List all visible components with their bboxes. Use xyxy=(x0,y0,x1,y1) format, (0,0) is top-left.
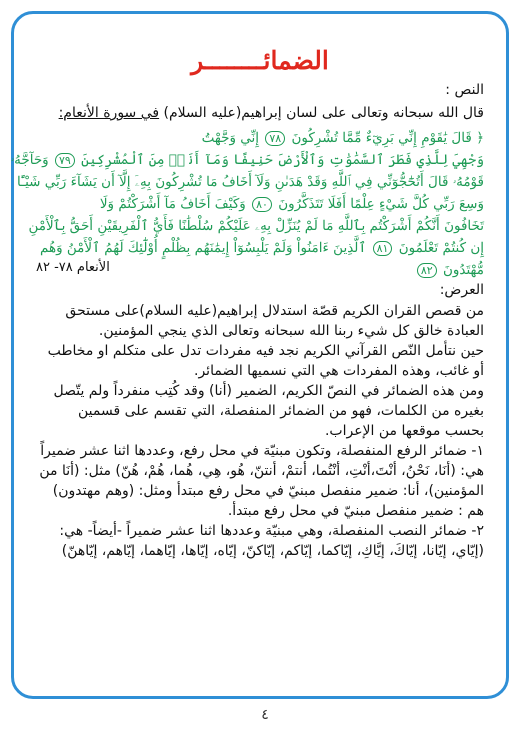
aya-number: ٧٩ xyxy=(55,153,75,168)
paragraph: من قصص القران الكريم قصّة استدلال إبراهيم(عليه السلام)على مستحق العبادة خالق كل شيء ربنا الله سبحانه وتعالى الذي ينجي المؤمنين. xyxy=(65,303,484,339)
paragraph: ومن هذه الضمائر في النصّ الكريم، الضمير (أنا) وقد كُتِب منفرداً ولم يتّصل بغيره من الكلمات، فهو من الضمائر المنفصلة، التي تقسم على قسمين بحسب موقعها من الإعراب. xyxy=(53,383,484,439)
paragraph: ١- ضمائر الرفع المنفصلة، وتكون مبنيّة في محل رفع، وعددها اثنا عشر ضميراً هي: (أنَا، نَحْنُ، أنْتَ،أنْتِ، أنْتُما، أنتمْ، أنتنّ، هُو، هِي، هُما، هُمْ، هُنّ) مثل: (أنَا من المؤمنين)، أنا: ضمير منفصل مبنيّ في محل رفع مبتدأ ومثل: (وهم مهتدون) هم : ضمير منفصل مبنيّ في محل رفع مبتدأ. xyxy=(39,443,484,519)
verse-line: قَوْمُهُۥ قَالَ أَتُحَٰٓجُّوٓنِّي فِي ٱللَّهِ وَقَدْ هَدَىٰنِ وَلَآ أَخَافُ مَا تُشْرِكُونَ بِهِۦٓ إِلَّآ أَن يَشَآءَ رَبِّي شَيْـًٔا xyxy=(17,174,484,190)
aya-number: ٧٨ xyxy=(265,131,285,146)
intro-prefix: قال الله سبحانه وتعالى على لسان إبراهيم(عليه السلام) xyxy=(159,105,484,121)
aya-number: ٨١ xyxy=(373,241,393,256)
verse-line: مُّهْتَدُونَ ٨٢ xyxy=(36,259,484,281)
intro-surah-reference: في سورة الأنعام: xyxy=(58,105,160,121)
aya-number: ٨٠ xyxy=(252,197,272,212)
verse-line: وَجْهِيَ لِلَّذِي فَطَرَ ٱلسَّمَٰوَٰتِ وَٱلْأَرْضَ حَنِيفًا وَمَآ أَنَا۠ مِنَ ٱلْمُشْرِكِينَ ٧٩ وَحَآجَّهُۥ xyxy=(10,152,484,168)
aya-number: ٨٢ xyxy=(417,263,437,278)
page-number: ٤ xyxy=(261,707,269,723)
page-title: الضمائــــــــر xyxy=(191,46,329,75)
paragraph: ٢- ضمائر النصب المنفصلة، وهي مبنيّة وعددها اثنا عشر ضميراً -أيضاً- هي:(إيّاي، إيّانا، إيّاكَ، إيَّاكِ، إيّاكما، إيّاكم، إيّاكنّ، إيّاه، إيّاها، إيّاهما، إيّاهم، إيّاهنّ) xyxy=(59,523,484,559)
verse-reference: الأنعام ٧٨- ٨٢ xyxy=(36,260,110,275)
text-label: النص : xyxy=(445,82,484,98)
page-content xyxy=(10,14,484,696)
verse-line: إِن كُنتُمْ تَعْلَمُونَ ٨١ ٱلَّذِينَ ءَامَنُواْ وَلَمْ يَلْبِسُوٓاْ إِيمَٰنَهُم بِظُلْمٍ أُوْلَٰٓئِكَ لَهُمُ ٱلْأَمْنُ وَهُم xyxy=(39,240,484,256)
body-text xyxy=(36,301,484,561)
verse-line: وَسِعَ رَبِّي كُلَّ شَيْءٍ عِلْمًا أَفَلَا تَتَذَكَّرُونَ ٨٠ وَكَيْفَ أَخَافُ مَآ أَشْرَكْتُمْ وَلَا xyxy=(99,196,484,212)
quran-verse xyxy=(10,127,484,281)
paragraph: حين نتأمل النّص القرآني الكريم نجد فيه مفردات تدل على متكلم او مخاطب أو غائب، وهذه المفردات هي التي نسميها الضمائر. xyxy=(47,343,484,379)
intro-sentence xyxy=(36,103,484,123)
page-frame xyxy=(11,11,509,699)
verse-line: تَخَافُونَ أَنَّكُمْ أَشْرَكْتُم بِٱللَّهِ مَا لَمْ يُنَزِّلْ بِهِۦ عَلَيْكُمْ سُلْطَٰنًا فَأَيُّ ٱلْفَرِيقَيْنِ أَحَقُّ بِٱلْأَمْنِ xyxy=(28,218,484,234)
verse-line: ﴿ قَالَ يَٰقَوْمِ إِنِّي بَرِيٓءٌ مِّمَّا تُشْرِكُونَ ٧٨ إِنِّي وَجَّهْتُ xyxy=(201,130,484,146)
presentation-label: العرض: xyxy=(439,282,484,298)
